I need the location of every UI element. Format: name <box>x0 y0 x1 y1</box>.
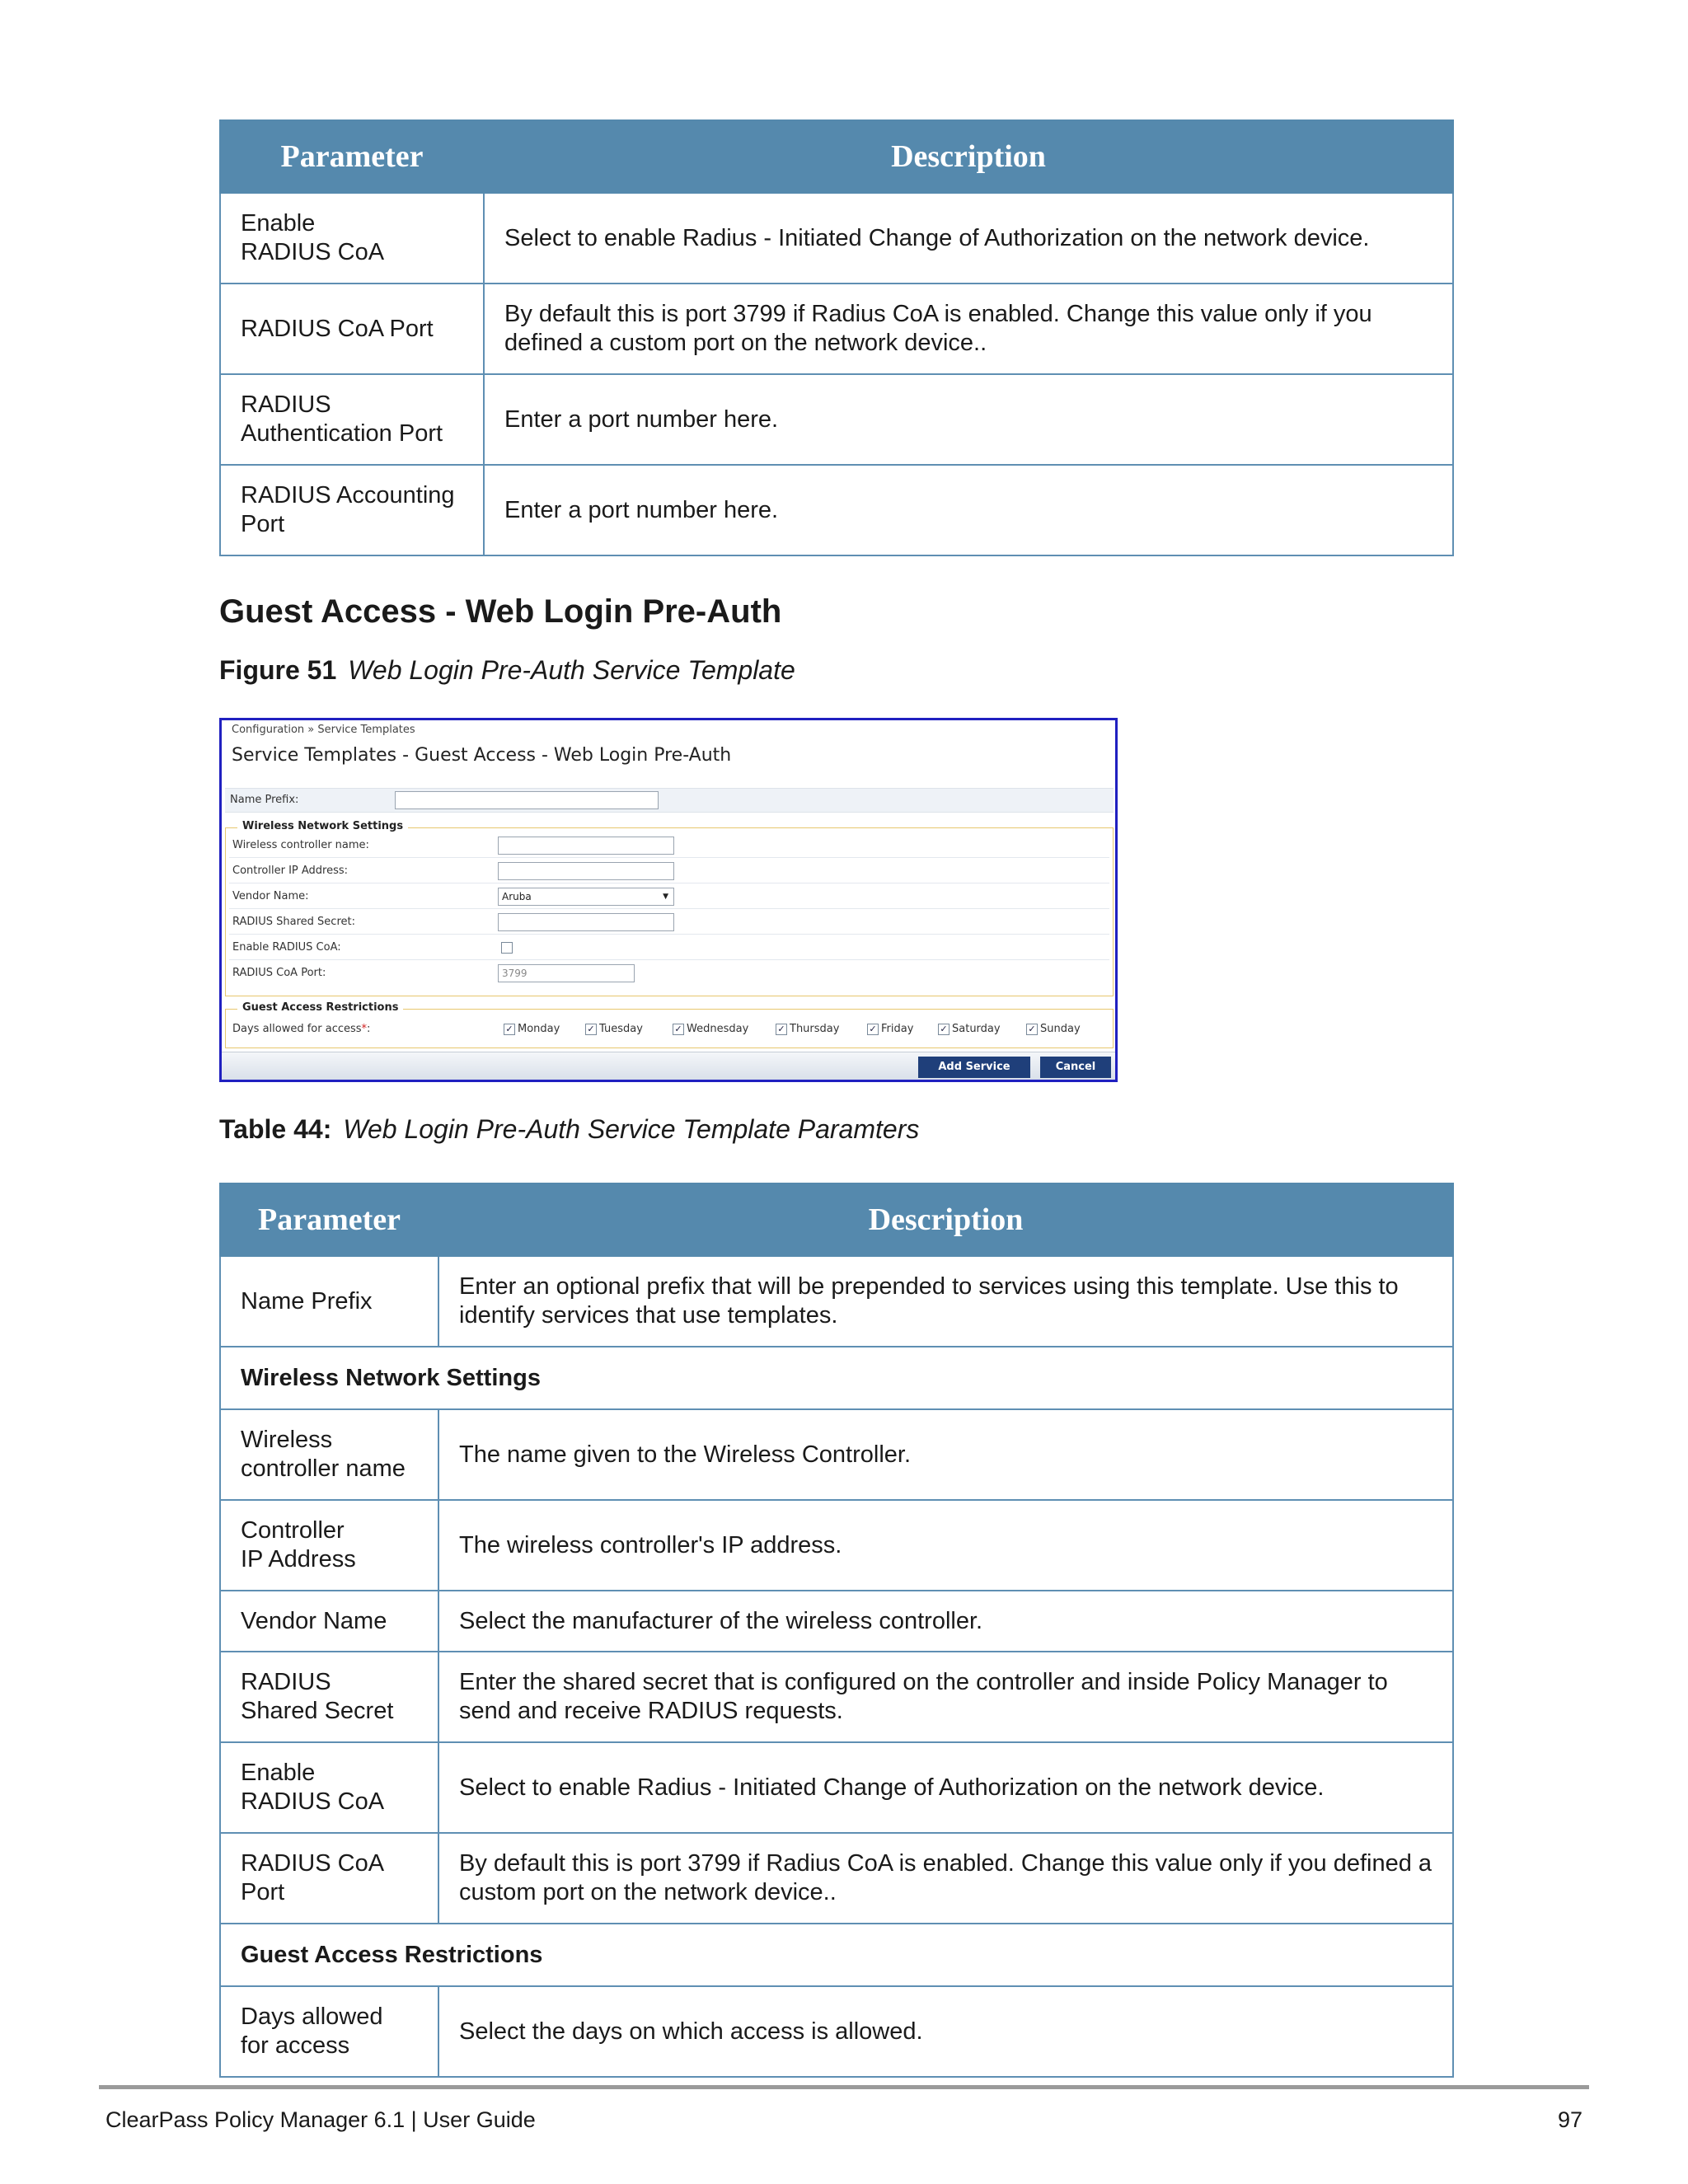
vendor-name-label: Vendor Name: <box>232 890 309 902</box>
thursday-checkbox[interactable]: ✓ <box>776 1024 787 1035</box>
description-cell: By default this is port 3799 if Radius CoA is enabled. Change this value only if you defined a custom port on the network device.. <box>438 1833 1453 1924</box>
description-cell: Select the manufacturer of the wireless controller. <box>438 1591 1453 1652</box>
controller-ip-input[interactable] <box>498 862 674 880</box>
page-title: Service Templates - Guest Access - Web Login Pre-Auth <box>232 745 732 766</box>
sunday-checkbox[interactable]: ✓ <box>1026 1024 1038 1035</box>
param-cell: RADIUS Shared Secret <box>220 1652 438 1742</box>
section-heading: Guest Access - Web Login Pre-Auth <box>219 593 782 630</box>
param-cell: RADIUS Accounting Port <box>220 465 484 555</box>
required-mark: * <box>361 1023 368 1035</box>
page-number: 97 <box>1558 2107 1583 2132</box>
day-label: Saturday <box>952 1023 1001 1035</box>
param-cell: Days allowed for access <box>220 1986 438 2077</box>
section-row <box>220 1347 1453 1409</box>
description-cell: Enter the shared secret that is configured on the controller and inside Policy Manager to send and receive RADIUS requests. <box>438 1652 1453 1742</box>
parameter-table-top <box>219 120 1454 556</box>
param-cell: Enable RADIUS CoA <box>220 193 484 284</box>
param-cell: Enable RADIUS CoA <box>220 1742 438 1833</box>
table-row <box>220 465 1453 555</box>
description-cell: Enter a port number here. <box>484 374 1453 465</box>
wireless-settings-fieldset <box>225 820 1114 996</box>
description-cell: Select to enable Radius - Initiated Change of Authorization on the network device. <box>438 1742 1453 1833</box>
coa-port-input[interactable]: 3799 <box>498 964 635 982</box>
add-service-button[interactable]: Add Service <box>918 1057 1030 1078</box>
day-label: Tuesday <box>599 1023 643 1035</box>
description-cell: Select to enable Radius - Initiated Change of Authorization on the network device. <box>484 193 1453 284</box>
table-row <box>220 1500 1453 1591</box>
table-row <box>220 284 1453 374</box>
day-label: Friday <box>881 1023 914 1035</box>
param-cell: Wireless controller name <box>220 1409 438 1500</box>
header-description: Description <box>438 1183 1453 1256</box>
description-cell: Enter a port number here. <box>484 465 1453 555</box>
table-row <box>220 1652 1453 1742</box>
table-title: Web Login Pre-Auth Service Template Paramters <box>343 1114 920 1144</box>
section-row <box>220 1924 1453 1986</box>
param-cell: RADIUS CoA Port <box>220 1833 438 1924</box>
table-row <box>220 374 1453 465</box>
form-row <box>229 961 1109 986</box>
table-row <box>220 1742 1453 1833</box>
param-cell: Vendor Name <box>220 1591 438 1652</box>
section-cell: Guest Access Restrictions <box>220 1924 1453 1986</box>
param-cell: Name Prefix <box>220 1256 438 1347</box>
button-bar <box>222 1052 1115 1080</box>
table-label: Table 44: <box>219 1114 332 1144</box>
description-cell: Select the days on which access is allowed. <box>438 1986 1453 2077</box>
form-row <box>229 910 1109 935</box>
param-cell: RADIUS CoA Port <box>220 284 484 374</box>
description-cell: By default this is port 3799 if Radius CoA is enabled. Change this value only if you defined a custom port on the network device.. <box>484 284 1453 374</box>
day-label: Sunday <box>1040 1023 1081 1035</box>
day-label: Thursday <box>790 1023 840 1035</box>
wednesday-checkbox[interactable]: ✓ <box>673 1024 684 1035</box>
wireless-settings-legend: Wireless Network Settings <box>237 820 408 832</box>
param-cell: RADIUS Authentication Port <box>220 374 484 465</box>
form-row <box>229 859 1109 883</box>
figure-caption <box>219 655 795 686</box>
table-row <box>220 1833 1453 1924</box>
day-label: Monday <box>518 1023 560 1035</box>
enable-coa-label: Enable RADIUS CoA: <box>232 941 341 954</box>
footer-rule <box>99 2085 1589 2089</box>
breadcrumb[interactable]: Configuration » Service Templates <box>232 724 415 736</box>
monday-checkbox[interactable]: ✓ <box>504 1024 515 1035</box>
form-row <box>229 833 1109 858</box>
controller-name-label: Wireless controller name: <box>232 839 369 851</box>
description-cell: The name given to the Wireless Controller. <box>438 1409 1453 1500</box>
section-cell: Wireless Network Settings <box>220 1347 1453 1409</box>
form-row <box>229 884 1109 909</box>
vendor-name-select[interactable] <box>498 888 674 906</box>
saturday-checkbox[interactable]: ✓ <box>938 1024 950 1035</box>
figure-title: Web Login Pre-Auth Service Template <box>348 655 795 685</box>
shared-secret-label: RADIUS Shared Secret: <box>232 916 355 928</box>
enable-coa-checkbox[interactable] <box>501 942 513 954</box>
form-row <box>229 935 1109 960</box>
table-row <box>220 193 1453 284</box>
header-parameter: Parameter <box>220 1183 438 1256</box>
name-prefix-row <box>225 788 1114 813</box>
table-caption <box>219 1114 919 1145</box>
header-description: Description <box>484 120 1453 193</box>
name-prefix-label: Name Prefix: <box>230 794 299 806</box>
table-row <box>220 1986 1453 2077</box>
table-row <box>220 1256 1453 1347</box>
service-template-screenshot <box>219 718 1118 1082</box>
header-parameter: Parameter <box>220 120 484 193</box>
table-row <box>220 1591 1453 1652</box>
description-cell: The wireless controller's IP address. <box>438 1500 1453 1591</box>
coa-port-label: RADIUS CoA Port: <box>232 967 326 979</box>
guest-restrictions-legend: Guest Access Restrictions <box>237 1001 403 1014</box>
vendor-selected-value: Aruba <box>502 891 532 902</box>
controller-ip-label: Controller IP Address: <box>232 865 349 877</box>
friday-checkbox[interactable]: ✓ <box>867 1024 879 1035</box>
days-allowed-label: Days allowed for access*: <box>232 1023 371 1035</box>
footer-title: ClearPass Policy Manager 6.1 | User Guide <box>106 2107 536 2132</box>
chevron-down-icon: ▼ <box>663 893 668 901</box>
figure-label: Figure 51 <box>219 655 337 685</box>
table-row <box>220 1409 1453 1500</box>
parameter-table-main <box>219 1183 1454 2078</box>
cancel-button[interactable]: Cancel <box>1040 1057 1111 1078</box>
param-cell: Controller IP Address <box>220 1500 438 1591</box>
tuesday-checkbox[interactable]: ✓ <box>585 1024 597 1035</box>
name-prefix-input[interactable] <box>395 791 659 809</box>
shared-secret-input[interactable] <box>498 913 674 931</box>
day-label: Wednesday <box>687 1023 749 1035</box>
description-cell: Enter an optional prefix that will be prepended to services using this template. Use this to identify services that use templates. <box>438 1256 1453 1347</box>
controller-name-input[interactable] <box>498 837 674 855</box>
